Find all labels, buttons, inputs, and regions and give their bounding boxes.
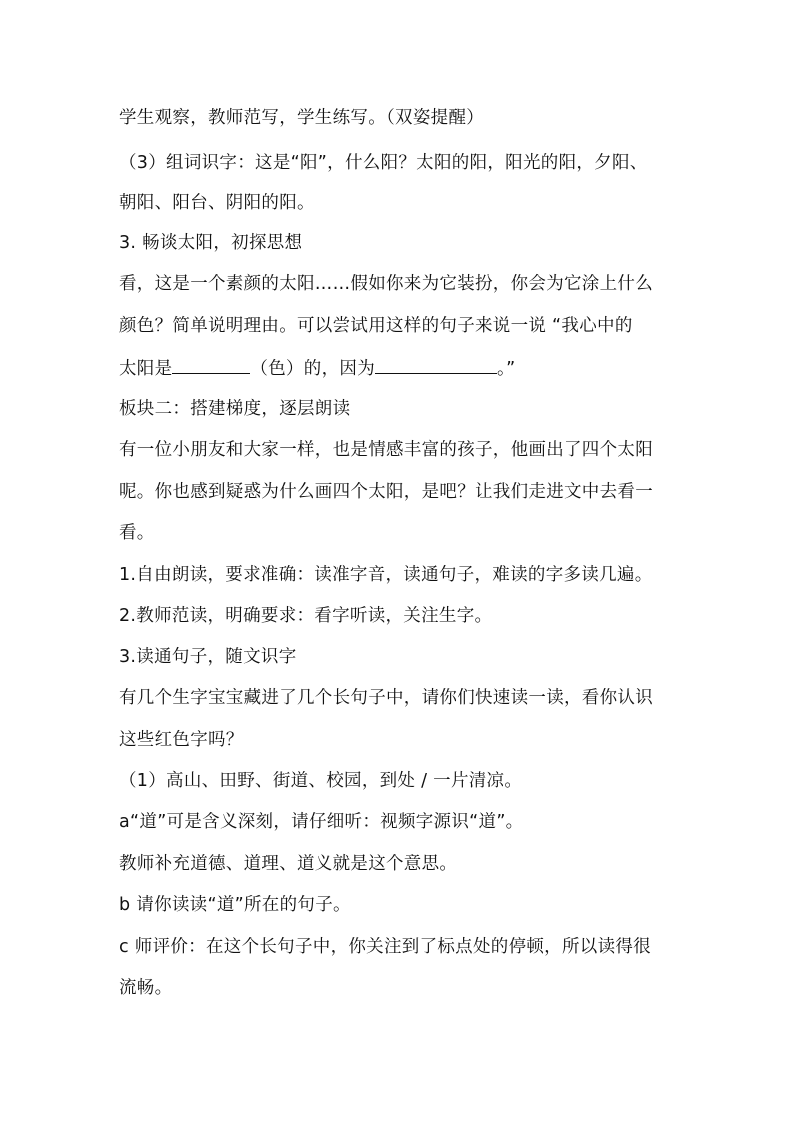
paragraph-line: 看。 <box>119 523 155 543</box>
paragraph-line: 1.自由朗读，要求准确：读准字音，读通句子，难读的字多读几遍。 <box>119 565 653 585</box>
color-blank <box>172 356 250 374</box>
section-heading: 3.读通句子，随文识字 <box>119 647 297 667</box>
paragraph-line: （3）组词识字：这是“阳”，什么阳？太阳的阳，阳光的阳，夕阳、 <box>119 153 648 173</box>
paragraph-line: 颜色？简单说明理由。可以尝试用这样的句子来说一说 “我心中的 <box>119 316 633 336</box>
section-heading: 板块二：搭建梯度，逐层朗读 <box>119 399 351 419</box>
paragraph-line: 流畅。 <box>119 978 173 998</box>
paragraph-line: 教师补充道德、道理、道义就是这个意思。 <box>119 854 458 874</box>
sentence-part: （色）的，因为 <box>250 359 376 379</box>
paragraph-line: 这些红色字吗？ <box>119 730 244 750</box>
paragraph-line: 2.教师范读，明确要求：看字听读，关注生字。 <box>119 606 493 626</box>
paragraph-line: 有一位小朋友和大家一样，也是情感丰富的孩子，他画出了四个太阳 <box>119 440 653 460</box>
sentence-part: 。” <box>497 359 516 379</box>
paragraph-line: 看，这是一个素颜的太阳……假如你来为它装扮，你会为它涂上什么 <box>119 274 653 294</box>
paragraph-line: 朝阳、阳台、阴阳的阳。 <box>119 193 315 213</box>
paragraph-line: 有几个生字宝宝藏进了几个长句子中，请你们快速读一读，看你认识 <box>119 688 653 708</box>
paragraph-line: 呢。你也感到疑惑为什么画四个太阳，是吧？让我们走进文中去看一 <box>119 482 653 502</box>
paragraph-line: （1）高山、田野、街道、校园，到处 / 一片清凉。 <box>119 771 523 791</box>
sentence-part: 太阳是 <box>119 359 173 379</box>
paragraph-line: c 师评价：在这个长句子中，你关注到了标点处的停顿，所以读得很 <box>119 937 651 957</box>
paragraph-line: 学生观察，教师范写，学生练写。（双姿提醒） <box>119 108 485 128</box>
section-heading: 3. 畅谈太阳，初探思想 <box>119 233 303 253</box>
fill-in-sentence <box>119 356 515 381</box>
paragraph-line: a“道”可是含义深刻，请仔细听：视频字源识“道”。 <box>119 812 524 832</box>
reason-blank <box>375 356 497 374</box>
paragraph-line: b 请你读读“道”所在的句子。 <box>119 895 351 915</box>
